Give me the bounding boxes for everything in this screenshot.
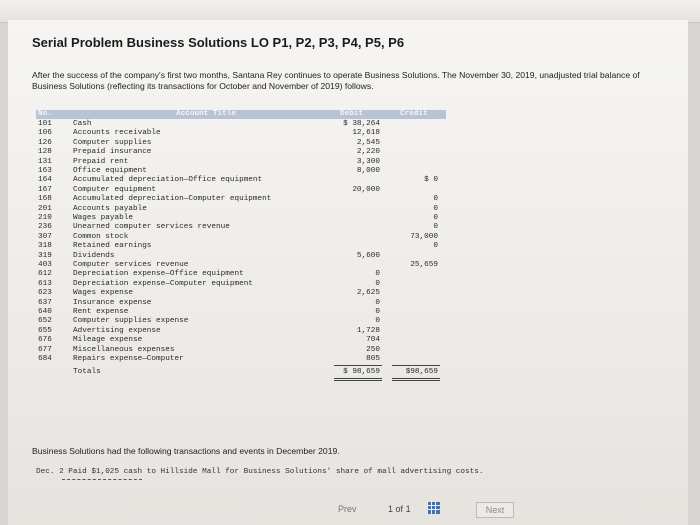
table-row [36,195,446,204]
credit-value: 0 [433,242,438,251]
debit-value: 0 [375,317,380,326]
account-no: 201 [38,204,52,213]
account-no: 131 [38,157,52,166]
page-indicator [388,504,411,514]
account-no: 612 [38,270,52,279]
page-of: of [395,504,404,514]
account-no: 655 [38,326,52,335]
account-no: 167 [38,185,52,194]
debit-value: 3,300 [356,157,380,166]
table-row [36,120,446,129]
account-no: 640 [38,308,52,316]
debit-value: 20,000 [352,185,380,194]
debit-value: 1,728 [356,326,380,335]
table-row [36,308,446,317]
debit-value: 12,618 [352,129,380,138]
debit-value: 0 [375,279,380,288]
table-row [36,299,446,308]
account-no: 164 [38,176,52,185]
account-no: 168 [38,195,52,204]
table-row [36,261,446,270]
table-row [36,336,446,345]
account-title: Prepaid rent [73,157,129,166]
table-row [36,167,446,176]
account-no: 163 [38,167,52,175]
debit-value: 2,220 [356,148,380,157]
account-title: Depreciation expense—Office equipment [73,270,244,279]
grid-icon[interactable] [428,502,440,514]
table-row [36,214,446,223]
debit-value: 250 [366,345,380,354]
table-row [36,317,446,326]
account-no: 101 [38,120,52,128]
page-current: 1 [388,504,394,514]
account-title: Accumulated depreciation—Computer equipment [73,195,272,204]
account-title: Computer equipment [73,185,157,194]
account-title: Dividends [73,251,115,260]
credit-value: 25,659 [410,261,438,269]
table-row [36,176,446,185]
account-no: 128 [38,148,52,157]
double-rule-credit [392,380,440,381]
debit-value: 2,545 [356,138,380,147]
account-title: Office equipment [73,167,147,175]
account-title: Computer supplies [73,138,152,147]
page-title: Serial Problem Business Solutions LO P1, P2, P3, P4, P5, P6 [32,35,405,50]
account-no: 318 [38,242,52,251]
debit-value: 0 [375,298,380,307]
table-row [36,139,446,148]
account-no: 307 [38,232,52,241]
table-row [36,289,446,298]
page-total: 1 [405,504,411,514]
account-no: 637 [38,298,52,307]
credit-value: 0 [433,214,438,222]
header-account-title: Account Title [176,110,236,118]
dashed-underline [62,479,142,480]
table-row [36,355,446,364]
credit-value: 0 [433,223,438,232]
navigation-bar [0,498,700,525]
total-rule-debit [334,365,382,366]
header-no: No. [38,110,52,118]
debit-value: 805 [366,355,380,363]
account-no: 126 [38,138,52,147]
table-row [36,205,446,214]
table-header [36,110,446,119]
debit-value: 0 [375,308,380,316]
account-title: Miscellaneous expenses [73,345,175,354]
account-title: Insurance expense [73,298,152,307]
intro-paragraph: After the success of the company's first two months, Santana Rey continues to operate Business Solutions. The November 30, 2019, unadjusted trial balance of Business Solutions (reflecting its transactions for October and November of 2019) follows. [32,70,640,91]
account-title: Cash [73,120,92,128]
account-title: Rent expense [73,308,129,316]
account-title: Retained earnings [73,242,152,251]
table-row [36,270,446,279]
table-row [36,280,446,289]
table-row [36,186,446,195]
account-title: Advertising expense [73,326,161,335]
account-no: 623 [38,289,52,298]
debit-value: $ 38,264 [343,120,380,128]
account-title: Accumulated depreciation—Office equipment [73,176,263,185]
debit-value: 5,600 [356,251,380,260]
account-title: Accounts receivable [73,129,161,138]
account-no: 677 [38,345,52,354]
totals-row [36,368,446,377]
debit-value: 704 [366,336,380,345]
transactions-note: Business Solutions had the following transactions and events in December 2019. [32,446,340,456]
account-no: 106 [38,129,52,138]
account-no: 613 [38,279,52,288]
credit-value: 0 [433,204,438,213]
account-title: Wages payable [73,214,133,222]
account-title: Prepaid insurance [73,148,152,157]
account-title: Wages expense [73,289,133,298]
account-title: Repairs expense—Computer [73,355,184,363]
account-no: 684 [38,355,52,363]
totals-debit: $ 98,659 [343,368,380,377]
account-no: 652 [38,317,52,326]
prev-button[interactable]: Prev [338,504,357,514]
account-title: Accounts payable [73,204,147,213]
table-row [36,242,446,251]
table-row [36,346,446,355]
account-title: Depreciation expense—Computer equipment [73,279,253,288]
credit-value: $ 0 [424,176,438,185]
table-row [36,223,446,232]
account-title: Unearned computer services revenue [73,223,230,232]
double-rule-debit [334,378,382,379]
account-no: 403 [38,261,52,269]
double-rule-debit [334,380,382,381]
table-row [36,233,446,242]
credit-value: 73,000 [410,232,438,241]
account-no: 210 [38,214,52,222]
totals-credit: $98,659 [405,368,438,377]
debit-value: 8,000 [356,167,380,175]
next-button[interactable]: Next [476,502,514,518]
account-title: Computer supplies expense [73,317,189,326]
header-credit: Credit [400,110,428,118]
credit-value: 0 [433,195,438,204]
account-title: Computer services revenue [73,261,189,269]
header-debit: Debit [340,110,364,118]
account-title: Common stock [73,232,129,241]
debit-value: 2,625 [356,289,380,298]
account-no: 236 [38,223,52,232]
table-row [36,129,446,138]
account-title: Mileage expense [73,336,143,345]
trial-balance-table [36,110,446,418]
table-row [36,158,446,167]
debit-value: 0 [375,270,380,279]
double-rule-credit [392,378,440,379]
total-rule-credit [392,365,440,366]
totals-label: Totals [73,368,101,377]
table-row [36,252,446,261]
account-no: 319 [38,251,52,260]
table-row [36,327,446,336]
transaction-line: Dec. 2 Paid $1,025 cash to Hillside Mall for Business Solutions' share of mall advertising costs. [36,468,484,476]
table-row [36,148,446,157]
account-no: 676 [38,336,52,345]
